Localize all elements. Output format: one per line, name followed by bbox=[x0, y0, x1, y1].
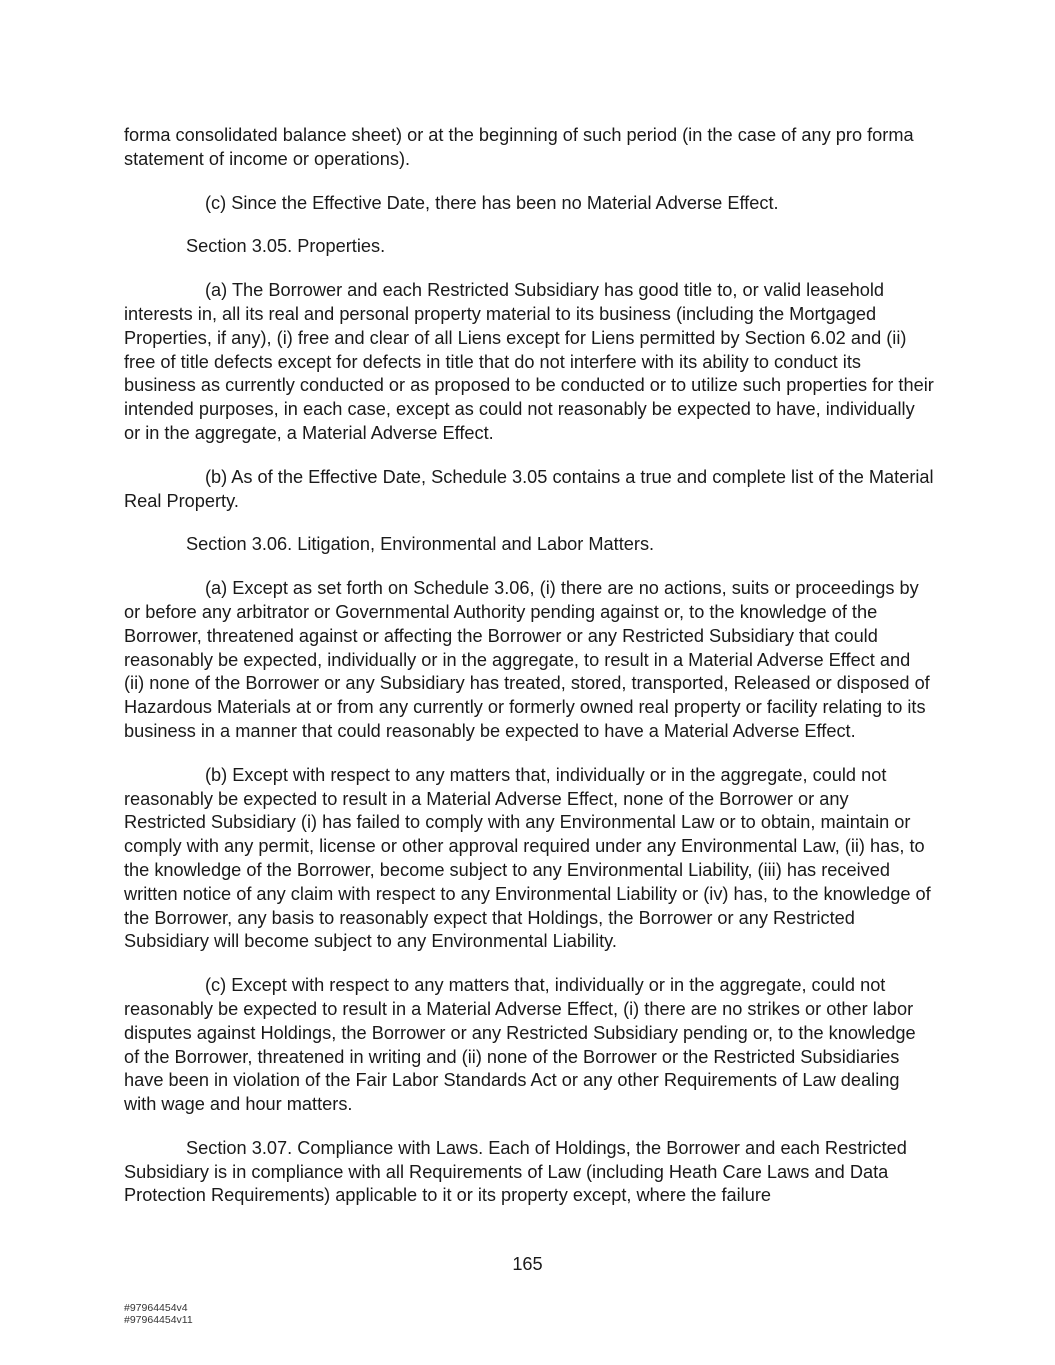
document-body bbox=[124, 124, 934, 1228]
section-3-07: Section 3.07. Compliance with Laws. Each of Holdings, the Borrower and each Restricted Subsidiary is in compliance with all Requirements of Law (including Heath Care Laws and Data Protection Requirements) applicable to it or its property except, where the failure bbox=[124, 1137, 907, 1206]
section-heading-3-05: Section 3.05. Properties. bbox=[186, 236, 386, 257]
paragraph-3-06-b: (b) Except with respect to any matters that, individually or in the aggregate, could not reasonably be expected to result in a Material Adverse Effect, none of the Borrower or any Restricted Subsidiary (i) has failed to comply with any Environmental Law or to obtain, maintain or comply with any permit, license or other approval required under any Environmental Law, (ii) has, to the knowledge of the Borrower, become subject to any Environmental Liability, (iii) has received written notice of any claim with respect to any Environmental Liability or (iv) has, to the knowledge of the Borrower, any basis to reasonably expect that Holdings, the Borrower or any Restricted Subsidiary will become subject to any Environmental Liability. bbox=[124, 764, 931, 952]
page-number: 165 bbox=[512, 1254, 543, 1274]
document-id-footer bbox=[124, 1302, 193, 1326]
section-heading-3-06: Section 3.06. Litigation, Environmental and Labor Matters. bbox=[186, 534, 655, 555]
doc-id-line: #97964454v11 bbox=[124, 1314, 193, 1326]
doc-id-line: #97964454v4 bbox=[124, 1302, 188, 1314]
paragraph-3-05-b: (b) As of the Effective Date, Schedule 3.05 contains a true and complete list of the Material Real Property. bbox=[124, 466, 934, 511]
paragraph-3-06-a: (a) Except as set forth on Schedule 3.06, (i) there are no actions, suits or proceedings by or before any arbitrator or Governmental Authority pending against or, to the knowledge of the Borrower, threatened against or affecting the Borrower or any Restricted Subsidiary that could reasonably be expected, individually or in the aggregate, to result in a Material Adverse Effect and (ii) none of the Borrower or any Subsidiary has treated, stored, transported, Released or disposed of Hazardous Materials at or from any currently or formerly owned real property or facility relating to its business in a manner that could reasonably be expected to have a Material Adverse Effect. bbox=[124, 578, 930, 741]
paragraph-continuation: forma consolidated balance sheet) or at the beginning of such period (in the case of any pro forma statement of income or operations). bbox=[124, 125, 914, 169]
paragraph-3-05-a: (a) The Borrower and each Restricted Subsidiary has good title to, or valid leasehold interests in, all its real and personal property material to its business (including the Mortgaged Properties, if any), (i) free and clear of all Liens except for Liens permitted by Section 6.02 and (ii) free of title defects except for defects in title that do not interfere with its ability to conduct its business as currently conducted or as proposed to be conducted or to utilize such properties for their intended purposes, in each case, except as could not reasonably be expected to have, individually or in the aggregate, a Material Adverse Effect. bbox=[124, 280, 934, 443]
paragraph-3-06-c: (c) Except with respect to any matters that, individually or in the aggregate, could not reasonably be expected to result in a Material Adverse Effect, (i) there are no strikes or other labor disputes against Holdings, the Borrower or any Restricted Subsidiary pending or, to the knowledge of the Borrower, threatened in writing and (ii) none of the Borrower or the Restricted Subsidiaries have been in violation of the Fair Labor Standards Act or any other Requirements of Law dealing with wage and hour matters. bbox=[124, 975, 916, 1115]
paragraph-3-04-c: (c) Since the Effective Date, there has been no Material Adverse Effect. bbox=[205, 192, 779, 213]
